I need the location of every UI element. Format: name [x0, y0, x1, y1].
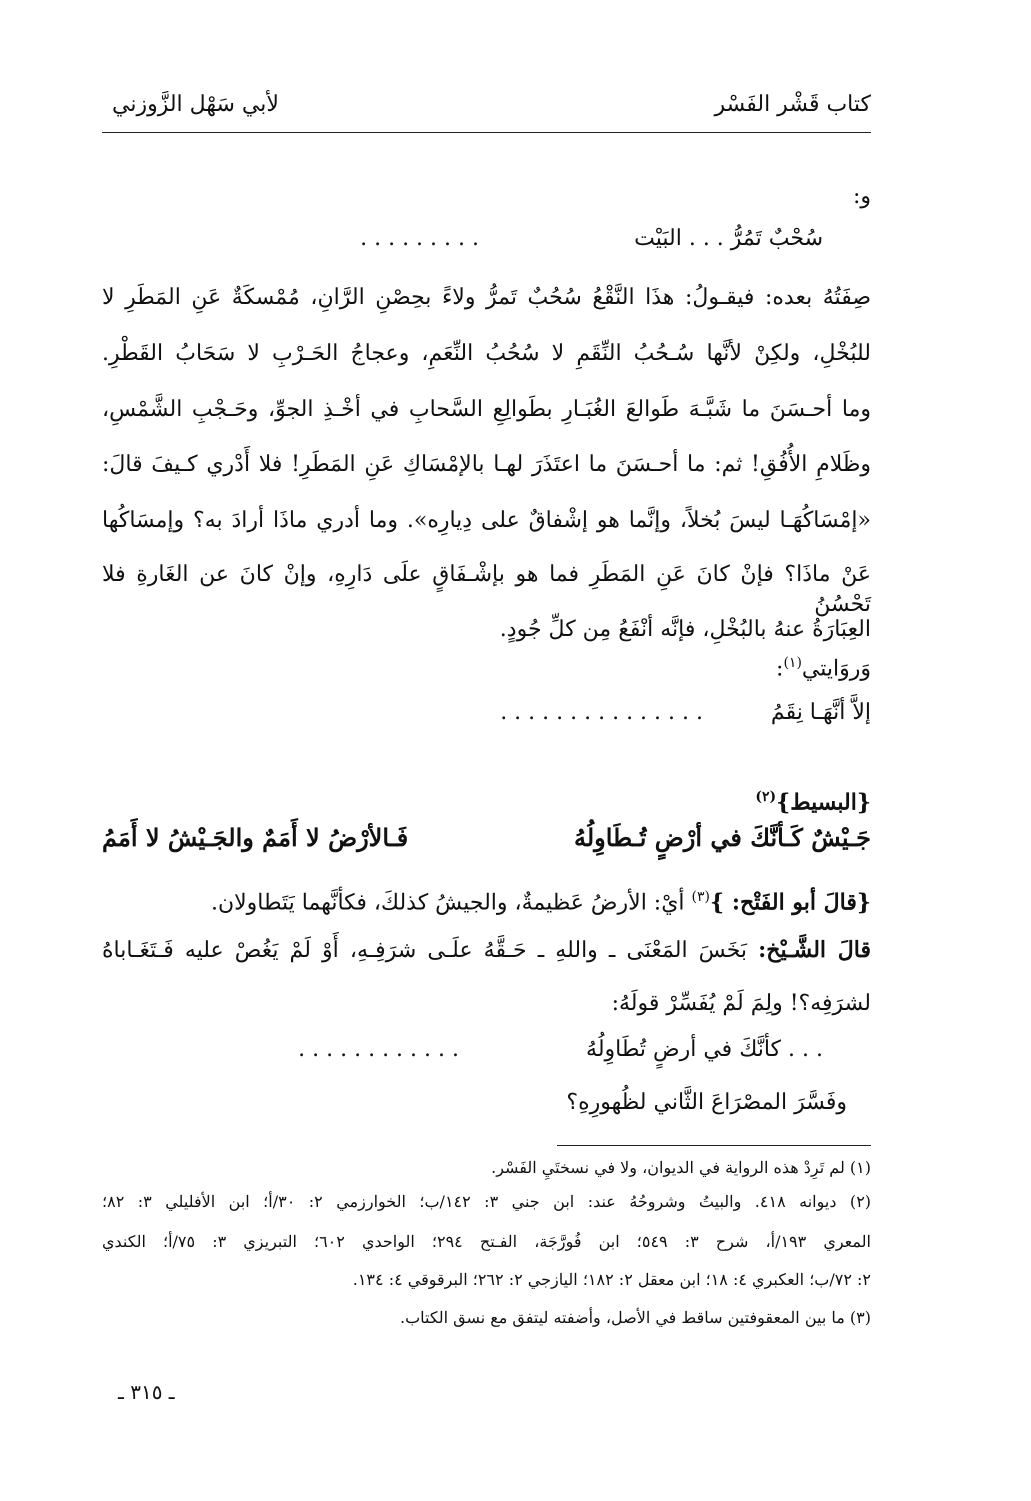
riwayati-colon: : — [776, 656, 784, 682]
footnote-3: (٣) ما بين المعقوفتين ساقط في الأصل، وأضفته ليتفق مع نسق الكتاب. — [400, 1308, 871, 1327]
riwayati-label: وَروَايتي — [801, 656, 871, 682]
para1-line-6: عَنْ ماذَا؟ فإنْ كانَ عَنِ المَطَرِ فما هو بإشْـفَاقٍ علَى دَارِهِ، وإنْ كانَ عن الغَارةِ فلا تَحْسُنُ — [102, 562, 871, 617]
abu-fath-text: أيْ: الأرضُ عَظيمةٌ، والجيشُ كذلكَ، فكأنَّهما يَتَطاولان. — [210, 890, 685, 916]
sheikh-line-2: لشرَفِه؟! ولِمَ لَمْ يُفَسِّرْ قولَهُ: — [611, 991, 871, 1016]
footnote-2-line-1: (٢) ديوانه ٤١٨. والبيتُ وشروحُهُ عند: ابن جني ٣: ١٤٢/ب؛ الخوارزمي ٢: ٣٠/أ؛ ابن الأفليلي ٣: ٨٢؛ — [102, 1192, 872, 1211]
para1-line-2: للبُخْلِ، ولكِنْ لأنَّها سُـحُبُ النِّقَمِ لا سُحُبُ النِّعَمِ، وعجاجُ الحَـرْبِ لا سَحَابُ القَطْرِ. — [102, 341, 871, 366]
riwayati-line — [776, 648, 871, 684]
para1-line-3: وما أحـسَنَ ما شَبَّـهَ طَوالعَ الغُبَـارِ بطَوالِعِ السَّحابِ في أخْـذِ الجوِّ، وحَـجْبِ الشَّمْسِ، — [102, 397, 871, 422]
footnote-ref-2: (٢) — [755, 789, 777, 805]
sheikh-label: قالَ الشَّـيْخ: — [758, 937, 871, 963]
sheikh-line-1 — [102, 935, 871, 966]
page-number: ـ ٣١٥ ـ — [118, 1380, 175, 1404]
sheikh-text-1: بَخَسَ المَعْنَى ـ واللهِ ـ حَـقَّهُ علَـى شرَفِـهِ، أَوْ لَمْ يَغُصْ عليه فَـتَغَـاباهُ — [102, 938, 748, 963]
verse1-right: سُحْبٌ تَمُرُّ . . . البَيْت — [634, 226, 823, 251]
footnote-ref-3: (٣) — [691, 889, 711, 905]
book-title: كتاب قَشْر الفَسْر — [714, 92, 871, 117]
author-name: لأبي سَهْل الزَّوزني — [112, 92, 279, 117]
verse3-left: فَـالأرْضُ لا أَمَمٌ والجَـيْشُ لا أَمَمُ — [102, 823, 409, 852]
footnote-2-line-3: ٢: ٧٢/ب؛ العكبري ٤: ١٨؛ ابن معقل ٢: ١٨٢؛ اليازجي ٢: ٢٦٢؛ البرقوقي ٤: ١٣٤. — [352, 1270, 871, 1289]
abu-fath-label: {قالَ أبو الفَتْح: } — [710, 889, 871, 916]
main-text — [102, 0, 871, 1140]
verse2-left: . . . . . . . . . . . . . . . — [500, 700, 703, 725]
footnote-divider — [557, 1145, 871, 1146]
para1-line-5: «إمْسَاكُهَـا ليسَ بُخلاً، وإنَّما هو إشْفاقٌ على دِيارِه». وما أدري ماذَا أرادَ به؟ وإمسَاكُها — [102, 508, 871, 533]
verse2-right: إلاَّ أنَّهَـا نِقَمُ — [770, 700, 871, 725]
para1-line-4: وظَلامِ الأُفُقِ! ثم: ما أحـسَنَ ما اعتَذَرَ لهـا بالإمْسَاكِ عَنِ المَطَرِ! فلا أَدْري كـيفَ قالَ: — [102, 452, 871, 477]
abu-fath-line — [211, 882, 871, 918]
para1-line-1: صِفَتُهُ بعده: فيقـولُ: هذَا النَّقْعُ سُحُبٌ تَمرُّ ولاءً بحِصْنِ الرَّانِ، مُمْسكَةٌ عَنِ المَطَرِ لا — [102, 285, 871, 310]
verse3-right: جَـيْشٌ كَـأنَّكَ في أرْضٍ تُـطَاوِلُهُ — [573, 823, 871, 852]
para1-line-7: العِبَارَةُ عنهُ بالبُخْلِ، فإنَّه أنْفَعُ مِن كلِّ جُودٍ. — [499, 617, 871, 642]
footnote-1: (١) لم تَرِدْ هذه الرواية في الديوان، ولا في نسختَيِ الفَسْر. — [491, 1158, 871, 1177]
verse4-left: . . . . . . . . . . . . — [298, 1037, 459, 1062]
intro-line: و: — [852, 184, 871, 209]
meter-line — [755, 782, 871, 817]
meter-label: {البسيط} — [776, 789, 871, 816]
closing-line: وفَسَّرَ المصْرَاعَ الثَّاني لظُهورِهِ؟ — [566, 1090, 847, 1115]
verse4-right: . . . كأنَّكَ في أرضٍ تُطَاوِلُهُ — [586, 1037, 823, 1062]
footnote-ref-1: (١) — [783, 655, 802, 671]
verse1-left: . . . . . . . . . — [360, 226, 479, 251]
footnote-2-line-2: المعري ١٩٣/أ، شرح ٣: ٥٤٩؛ ابن فُورَّجَة، الفـتح ٢٩٤؛ الواحدي ٦٠٢؛ التبريزي ٣: ٧٥/أ؛ الكندي — [102, 1232, 871, 1251]
